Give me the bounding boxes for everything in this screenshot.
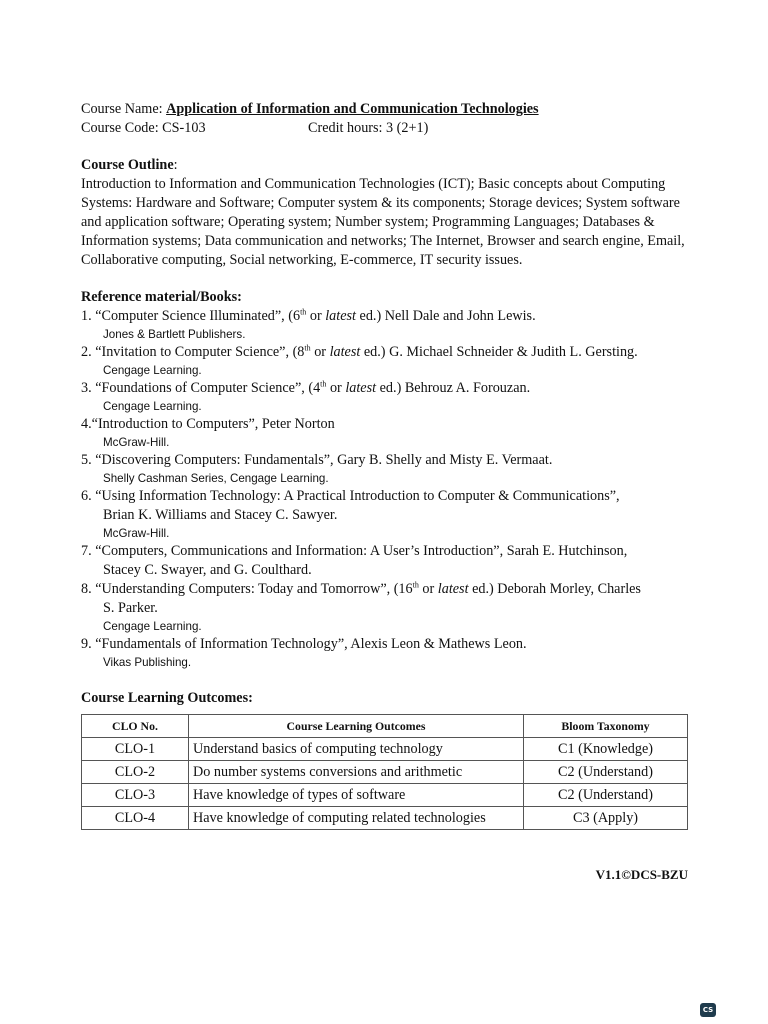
reference-a: 7. “Computers, Communications and Information: A User’s Introduction”, Sarah E. Hutchinson, (81, 543, 628, 559)
reference-sup: th (320, 379, 327, 389)
document-page (81, 100, 691, 830)
reference-publisher: Vikas Publishing. (103, 656, 192, 669)
outline-text: Introduction to Information and Communication Technologies (ICT); Basic concepts about Computing Systems: Hardware and Software; Computer system & its components; Storage devices; System software and application software; Operating system; Number system; Programming Languages; Databases & Information systems; Data communication and networks; The Internet, Browser and search engine, Email, Collaborative computing, Social networking, E-commerce, IT security issues. (81, 176, 685, 268)
reference-sup: th (304, 343, 311, 353)
outline-colon: : (173, 157, 178, 173)
reference-publisher: McGraw-Hill. (103, 436, 170, 449)
clo-number: CLO-1 (82, 738, 189, 761)
reference-item (81, 307, 691, 326)
clo-header-bloom: Bloom Taxonomy (524, 715, 688, 738)
reference-b: or (306, 308, 326, 324)
reference-a: 3. “Foundations of Computer Science”, (4 (81, 380, 321, 396)
course-code: Course Code: CS-103 (81, 120, 206, 136)
reference-publisher: Cengage Learning. (103, 364, 202, 377)
clo-bloom: C2 (Understand) (524, 761, 688, 784)
clo-bloom: C3 (Apply) (524, 807, 688, 830)
reference-c: ed.) G. Michael Schneider & Judith L. Gersting. (360, 344, 638, 360)
reference-continuation: Stacey C. Swayer, and G. Coulthard. (103, 562, 312, 578)
clo-bloom: C2 (Understand) (524, 784, 688, 807)
reference-item (81, 343, 691, 362)
clo-outcome: Have knowledge of computing related technologies (189, 807, 524, 830)
camscanner-logo: CS (700, 1003, 716, 1017)
reference-sup: th (412, 580, 419, 590)
reference-publisher: Jones & Bartlett Publishers. (103, 328, 246, 341)
reference-item (81, 451, 691, 470)
clo-number: CLO-3 (82, 784, 189, 807)
reference-c: ed.) Behrouz A. Forouzan. (376, 380, 531, 396)
course-name: Application of Information and Communication Technologies (166, 101, 539, 117)
clo-number: CLO-2 (82, 761, 189, 784)
clo-number: CLO-4 (82, 807, 189, 830)
reference-c: ed.) Nell Dale and John Lewis. (355, 308, 536, 324)
reference-a: 1. “Computer Science Illuminated”, (6 (81, 308, 301, 324)
reference-b: or (310, 344, 330, 360)
reference-sup: th (300, 307, 307, 317)
reference-a: 9. “Fundamentals of Information Technology”, Alexis Leon & Mathews Leon. (81, 636, 527, 652)
reference-item (81, 542, 691, 561)
reference-a: 2. “Invitation to Computer Science”, (8 (81, 344, 305, 360)
version-label: V1.1©DCS-BZU (595, 867, 688, 882)
table-row (82, 738, 688, 761)
table-row (82, 784, 688, 807)
reference-a: 6. “Using Information Technology: A Practical Introduction to Computer & Communications”, (81, 488, 620, 504)
reference-item (81, 379, 691, 398)
reference-publisher: McGraw-Hill. (103, 527, 170, 540)
reference-i: latest (325, 308, 356, 324)
reference-item (81, 580, 691, 599)
reference-b: or (326, 380, 346, 396)
reference-b: or (418, 581, 438, 597)
reference-publisher: Cengage Learning. (103, 620, 202, 633)
reference-a: 8. “Understanding Computers: Today and Tomorrow”, (16 (81, 581, 413, 597)
clo-outcome: Understand basics of computing technology (189, 738, 524, 761)
clo-outcome: Do number systems conversions and arithmetic (189, 761, 524, 784)
reference-list (81, 307, 691, 671)
clo-table-header (82, 715, 688, 738)
clo-outcome: Have knowledge of types of software (189, 784, 524, 807)
clo-table (81, 714, 688, 830)
clo-header-outcome: Course Learning Outcomes (189, 715, 524, 738)
reference-a: 4.“Introduction to Computers”, Peter Norton (81, 416, 335, 432)
reference-continuation: S. Parker. (103, 600, 158, 616)
reference-i: latest (345, 380, 377, 396)
clo-bloom: C1 (Knowledge) (524, 738, 688, 761)
outline-heading-line (81, 156, 691, 175)
course-name-line (81, 100, 691, 119)
reference-item (81, 415, 691, 434)
reference-continuation: Brian K. Williams and Stacey C. Sawyer. (103, 507, 338, 523)
reference-publisher: Shelly Cashman Series, Cengage Learning. (103, 472, 329, 485)
course-code-line (81, 119, 691, 138)
table-row (82, 807, 688, 830)
reference-item (81, 487, 691, 506)
credit-hours: Credit hours: 3 (2+1) (308, 120, 429, 136)
course-name-label: Course Name: (81, 101, 167, 117)
reference-i: latest (329, 344, 361, 360)
reference-publisher: Cengage Learning. (103, 400, 202, 413)
reference-i: latest (437, 581, 469, 597)
outline-heading: Course Outline (81, 157, 174, 173)
reference-a: 5. “Discovering Computers: Fundamentals”, Gary B. Shelly and Misty E. Vermaat. (81, 452, 553, 468)
table-row (82, 761, 688, 784)
clo-header-no: CLO No. (82, 715, 189, 738)
reference-item (81, 635, 691, 654)
reference-c: ed.) Deborah Morley, Charles (468, 581, 641, 597)
clo-heading: Course Learning Outcomes: (81, 690, 253, 706)
references-heading: Reference material/Books: (81, 289, 242, 305)
